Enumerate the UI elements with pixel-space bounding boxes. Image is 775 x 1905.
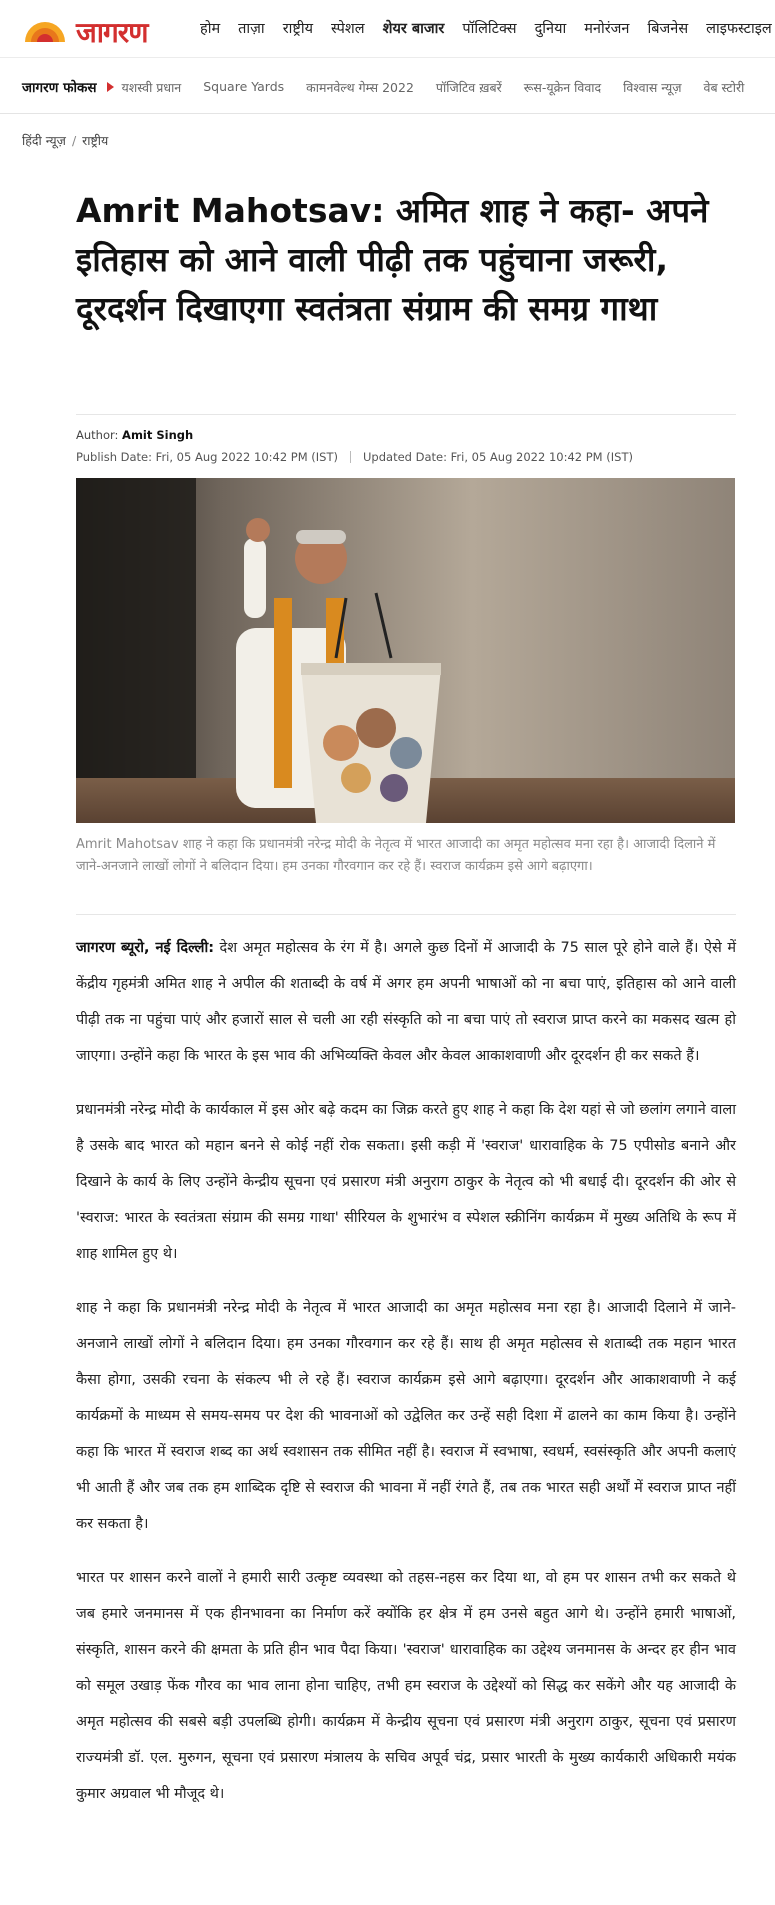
updated-date: Updated Date: Fri, 05 Aug 2022 10:42 PM (IST) — [363, 450, 633, 464]
hero-photo — [76, 478, 735, 823]
article-paragraph — [76, 930, 736, 1074]
article-paragraph: प्रधानमंत्री नरेन्द्र मोदी के कार्यकाल में इस ओर बढ़े कदम का जिक्र करते हुए शाह ने कहा कि देश यहां से जो छलांग लगाने वाला है उसके बाद भारत को महान बनने से कोई नहीं रोक सकता। इसी कड़ी में 'स्वराज' धारावाहिक के 75 एपीसोड बनाने और दिखाने के कार्य के लिए उन्होंने केन्द्रीय सूचना एवं प्रसारण मंत्री अनुराग ठाकुर के नेतृत्व को भी बधाई दी। दूरदर्शन की ओर से 'स्वराज: भारत के स्वतंत्रता संग्राम की समग्र गाथा' सीरियल के शुभारंभ व स्पेशल स्क्रीनिंग कार्यक्रम में मुख्य अतिथि के रूप में शाह शामिल हुए थे। — [76, 1102, 736, 1262]
nav-national[interactable]: राष्ट्रीय — [282, 21, 314, 37]
nav-share-market[interactable]: शेयर बाजार — [382, 21, 445, 37]
focus-topic[interactable]: कामनवेल्थ गेम्स 2022 — [306, 79, 414, 95]
site-logo[interactable] — [22, 12, 172, 49]
paragraph-text: देश अमृत महोत्सव के रंग में है। अगले कुछ दिनों में आजादी के 75 साल पूरे होने वाले हैं। ऐसे में केंद्रीय गृहमंत्री अमित शाह ने अपील की शताब्दी के वर्ष में अगर हम अपनी भाषाओं को ना बचा पाएं, इतिहास को आने वाली पीढ़ी तक ना पहुंचा पाएं और हजारों साल से चली आ रही संस्कृति को ना बचा पाएं तो स्वराज प्राप्त करने का मकसद खत्म हो जाएगा। उन्होंने कहा कि भारत के इस भाव की अभिव्यक्ति केवल और केवल आकाशवाणी और दूरदर्शन ही कर सकते हैं। — [76, 940, 736, 1064]
focus-topic[interactable]: यशस्वी प्रधान — [121, 79, 182, 95]
article-paragraph: शाह ने कहा कि प्रधानमंत्री नरेन्द्र मोदी के नेतृत्व में भारत आजादी का अमृत महोत्सव मना रहा है। आजादी दिलाने में जाने-अनजाने लाखों लोगों ने बलिदान दिया। हम उनका गौरवगान कर रहे हैं। साथ ही अमृत महोत्सव से शताब्दी तक महान भारत कैसा होगा, उसकी रचना के संकल्प भी ले रहे हैं। स्वराज कार्यक्रम इसे आगे बढ़ाएगा। दूरदर्शन और आकाशवाणी ने कई कार्यक्रमों के माध्यम से समय-समय पर देश की भावनाओं को उद्वेलित कर उन्हें सही दिशा में ढालने का काम किया है। उन्होंने कहा कि भारत में स्वराज शब्द का अर्थ स्वशासन तक सीमित नहीं है। स्वराज में स्वभाषा, स्वधर्म, स्वसंस्कृति और अपनी कलाएं भी आती हैं और जब तक हम शाब्दिक दृष्टि से स्वराज की भावना में नहीं रंगते हैं, तब तक भारत सही अर्थों में स्वराज प्राप्त नहीं कर सकता है। — [76, 1300, 736, 1532]
author-label: Author: — [76, 428, 119, 442]
focus-topic[interactable]: रूस-यूक्रेन विवाद — [523, 79, 602, 95]
author-name[interactable]: Amit Singh — [122, 428, 194, 442]
divider — [76, 914, 736, 915]
nav-latest[interactable]: ताज़ा — [238, 21, 265, 37]
article-paragraph: भारत पर शासन करने वालों ने हमारी सारी उत्कृष्ट व्यवस्था को तहस-नहस कर दिया था, वो हम पर शासन तभी कर सकते थे जब हमारे जनमानस में एक हीनभावना का निर्माण करें क्योंकि हर क्षेत्र में हम उनसे बहुत आगे थे। उन्होंने हमारी भाषाओं, संस्कृति, शासन करने की क्षमता के प्रति हीन भाव पैदा किया। 'स्वराज' धारावाहिक का उद्देश्य जनमानस के अन्दर हर हीन भाव को समूल उखाड़ फेंक गौरव का भाव लाना होना चाहिए, तभी हम स्वराज के उद्देश्यों को सिद्ध कर सकेंगे और यह आजादी के अमृत महोत्सव की सबसे बड़ी उपलब्धि होगी। कार्यक्रम में केन्द्रीय सूचना एवं प्रसारण मंत्री अनुराग ठाकुर, सूचना एवं प्रसारण राज्यमंत्री डॉ. एल. मुरुगन, सूचना एवं प्रसारण मंत्रालय के सचिव अपूर्व चंद्र, प्रसार भारती के मुख्य कार्यकारी अधिकारी मयंक कुमार अग्रवाल भी मौजूद थे। — [76, 1570, 736, 1802]
focus-topic[interactable]: वेब स्टोरी — [703, 79, 745, 95]
nav-special[interactable]: स्पेशल — [331, 21, 365, 37]
breadcrumb-home[interactable]: हिंदी न्यूज़ — [22, 133, 66, 148]
author-line — [76, 428, 193, 442]
article-hero-image — [76, 478, 735, 823]
logo-text: जागरण — [76, 16, 148, 49]
triangle-right-icon — [107, 82, 114, 92]
main-nav — [200, 18, 775, 38]
focus-topic[interactable]: पॉजिटिव ख़बरें — [435, 79, 502, 95]
breadcrumb — [22, 132, 108, 149]
date-divider — [350, 451, 351, 463]
article-dates — [76, 450, 633, 464]
breadcrumb-national[interactable]: राष्ट्रीय — [82, 133, 109, 148]
divider — [76, 414, 736, 415]
nav-world[interactable]: दुनिया — [534, 21, 567, 37]
focus-bar — [0, 58, 775, 114]
breadcrumb-separator: / — [71, 133, 77, 148]
nav-entertainment[interactable]: मनोरंजन — [584, 21, 630, 37]
focus-topics — [122, 79, 767, 96]
nav-home[interactable]: होम — [200, 21, 221, 37]
article-headline: Amrit Mahotsav: अमित शाह ने कहा- अपने इतिहास को आने वाली पीढ़ी तक पहुंचाना जरूरी, दूरदर्शन दिखाएगा स्वतंत्रता संग्राम की समग्र गाथा — [76, 191, 709, 328]
focus-topic[interactable]: विश्वास न्यूज़ — [623, 79, 682, 95]
focus-row — [22, 78, 766, 96]
focus-label: जागरण फोकस — [22, 80, 97, 96]
publish-date: Publish Date: Fri, 05 Aug 2022 10:42 PM (IST) — [76, 450, 338, 464]
nav-lifestyle[interactable]: लाइफस्टाइल — [706, 21, 772, 37]
sun-logo-icon — [22, 18, 68, 42]
article-lead: जागरण ब्यूरो, नई दिल्ली: — [76, 940, 215, 956]
image-caption: Amrit Mahotsav शाह ने कहा कि प्रधानमंत्री नरेन्द्र मोदी के नेतृत्व में भारत आजादी का अमृत महोत्सव मना रहा है। आजादी दिलाने में जाने-अनजाने लाखों लोगों ने बलिदान दिया। हम उनका गौरवगान कर रहे हैं। स्वराज कार्यक्रम इसे आगे बढ़ाएगा। — [76, 837, 716, 874]
top-navbar — [0, 0, 775, 58]
nav-business[interactable]: बिजनेस — [647, 21, 689, 37]
nav-politics[interactable]: पॉलिटिक्स — [462, 21, 517, 37]
article-body — [76, 930, 736, 1830]
focus-topic[interactable]: Square Yards — [203, 78, 285, 94]
